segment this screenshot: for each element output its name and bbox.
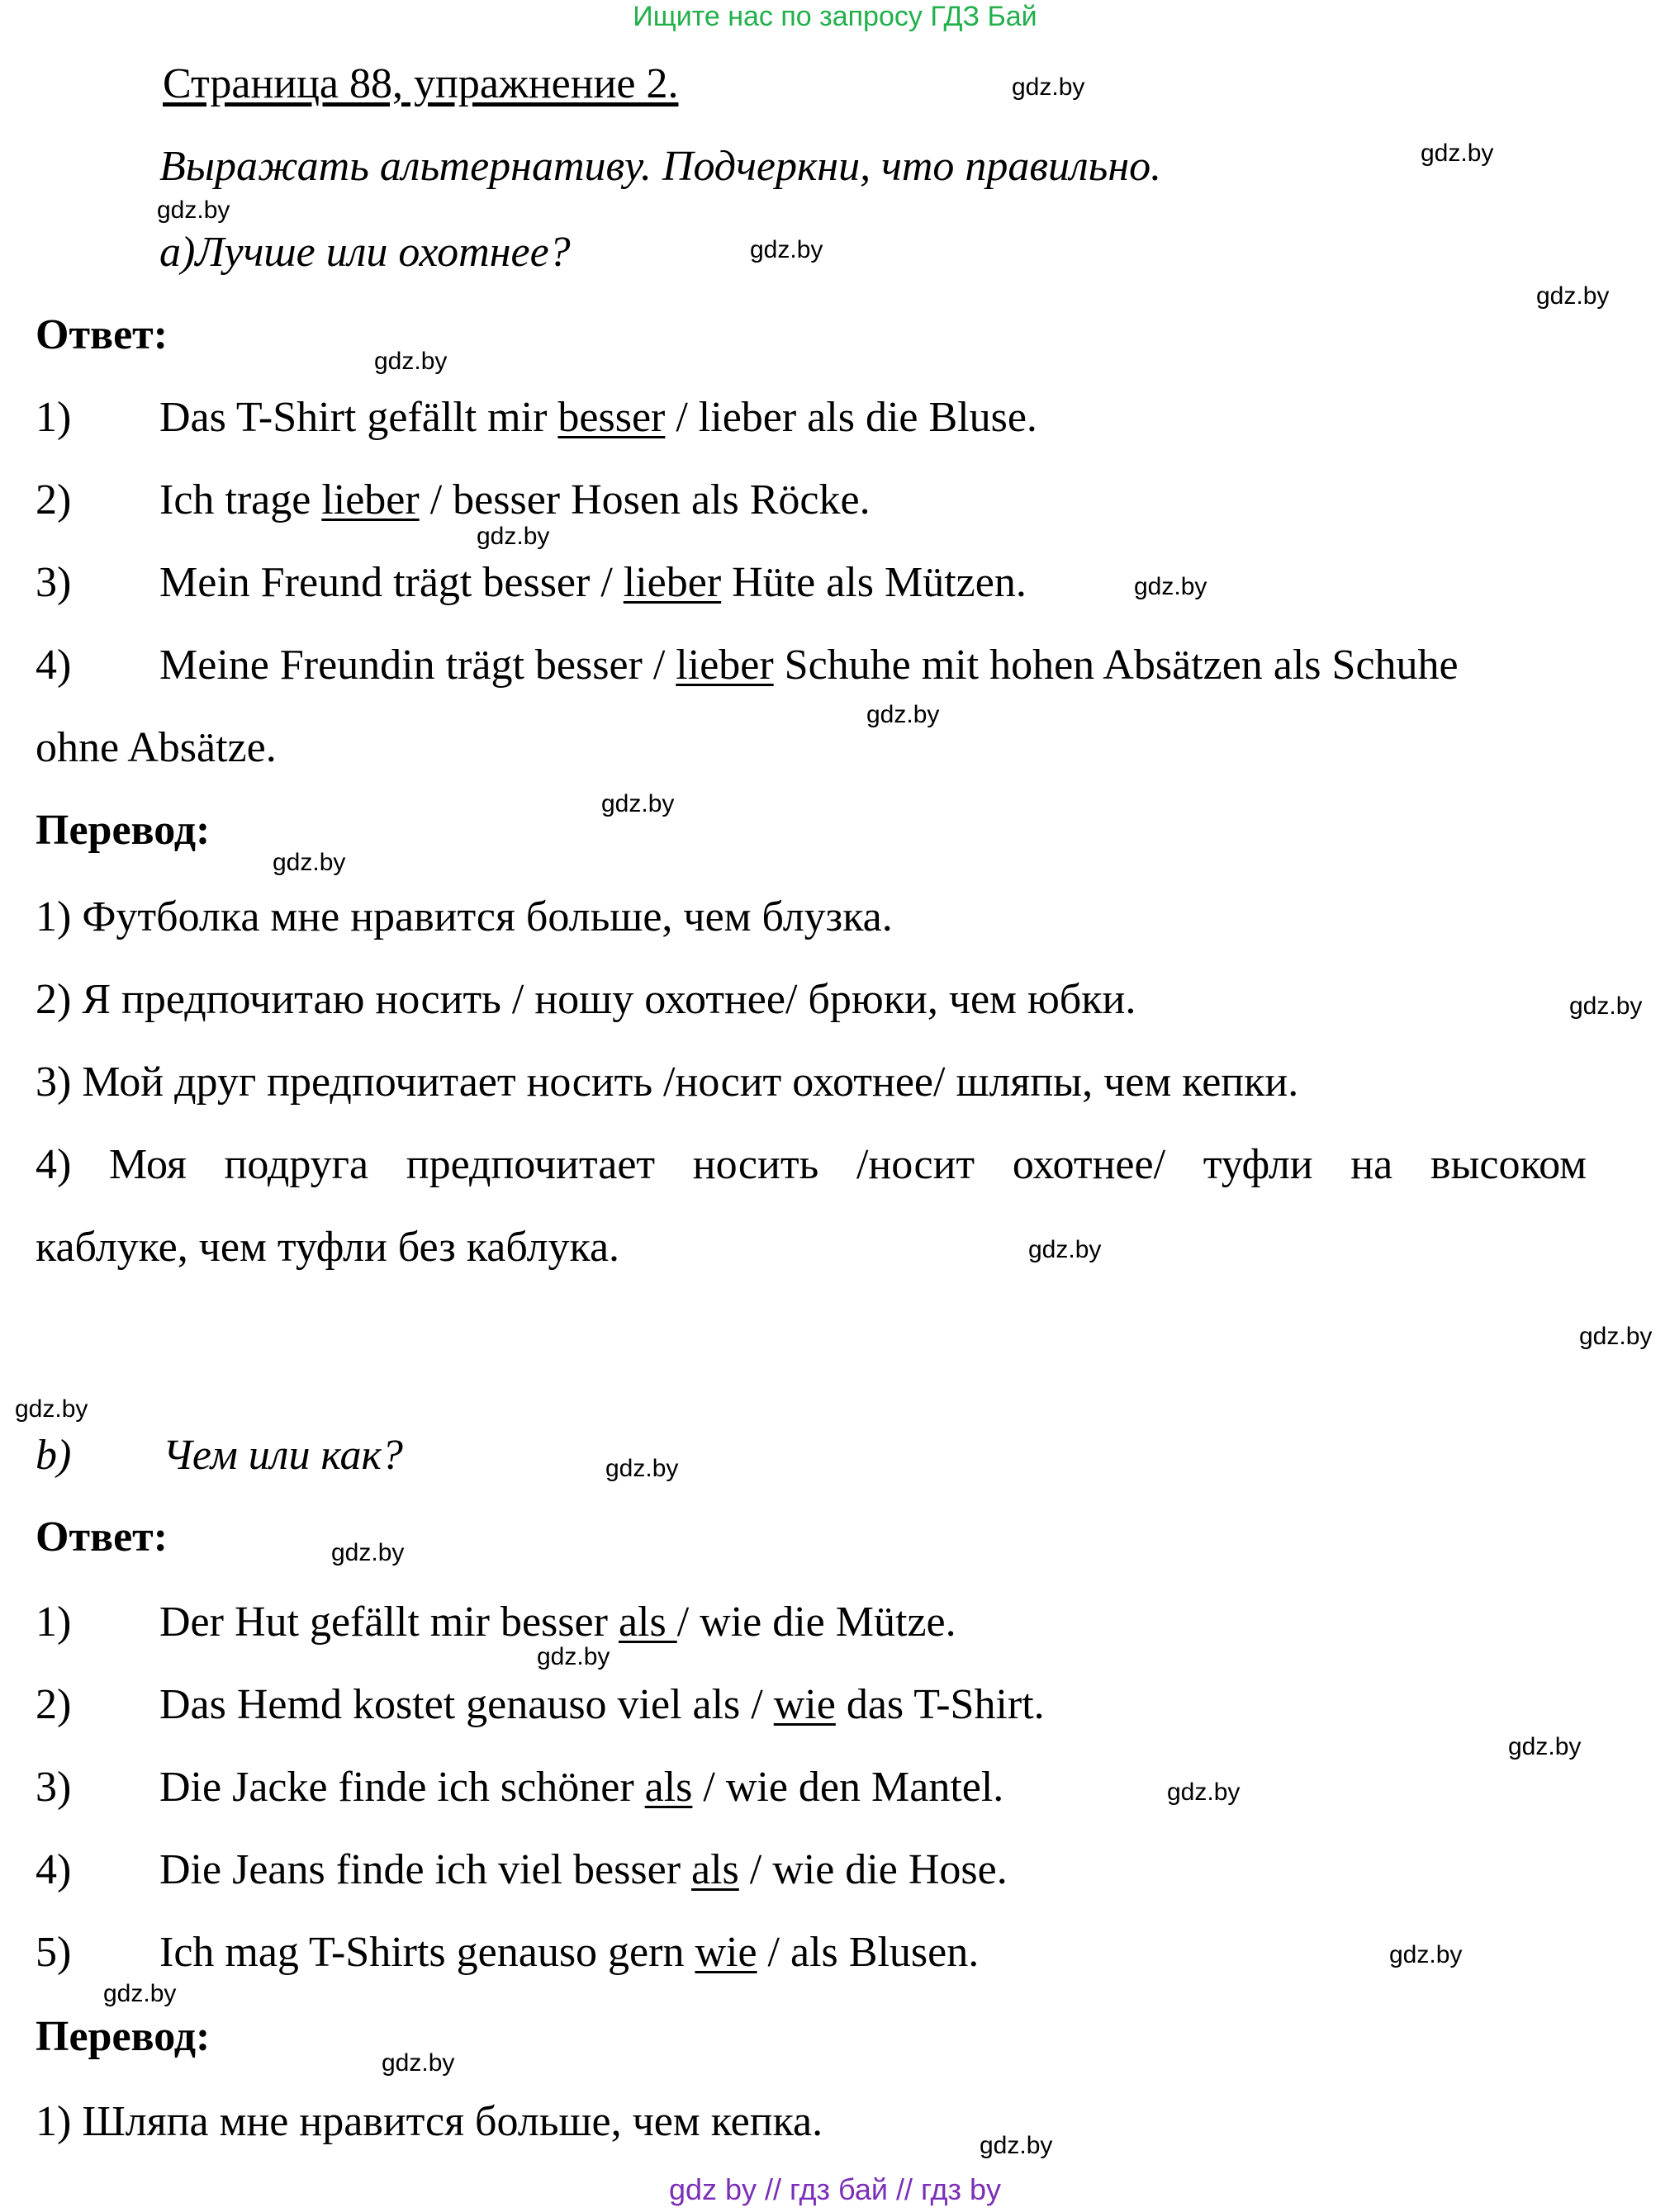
watermark: gdz.by — [157, 197, 230, 224]
part-a-translation-2: 2) Я предпочитаю носить / ношу охотнее/ брюки, чем юбки. — [36, 976, 1136, 1023]
translation-word: /носит — [856, 1141, 975, 1188]
part-a-title: а)Лучше или охотнее? — [159, 229, 571, 276]
part-b-answer-4 — [36, 1845, 1605, 1895]
watermark: gdz.by — [1569, 992, 1643, 1020]
underlined-choice: lieber — [623, 559, 722, 606]
part-a-answer-3 — [36, 558, 1605, 608]
part-a-answer-label: Ответ: — [36, 311, 168, 358]
answer-text: Die Jacke finde ich schöner als / wie den Mantel. — [159, 1764, 1004, 1811]
translation-word: 4) — [36, 1141, 72, 1188]
watermark: gdz.by — [1134, 573, 1207, 600]
answer-number: 1) — [36, 1599, 72, 1646]
part-a-translation-4 — [36, 1140, 1587, 1190]
answer-text: Mein Freund trägt besser / lieber Hüte als Mützen. — [159, 559, 1027, 606]
page-heading: Страница 88, упражнение 2. — [163, 60, 679, 107]
watermark: gdz.by — [15, 1395, 88, 1423]
watermark: gdz.by — [601, 790, 675, 817]
underlined-choice: lieber — [321, 476, 420, 523]
part-a-answer-2 — [36, 476, 1605, 525]
part-b-answer-3 — [36, 1763, 1605, 1812]
answer-text: Der Hut gefällt mir besser als / wie die Mütze. — [159, 1599, 956, 1646]
answer-number: 4) — [36, 1846, 72, 1893]
part-b-translation-label: Перевод: — [36, 2013, 211, 2060]
watermark: gdz.by — [1536, 282, 1610, 310]
watermark: gdz.by — [980, 2132, 1053, 2159]
watermark: gdz.by — [382, 2049, 455, 2077]
answer-text: Das Hemd kostet genauso viel als / wie das T-Shirt. — [159, 1681, 1045, 1728]
translation-word: предпочитает — [406, 1141, 656, 1188]
underlined-choice: als — [691, 1846, 739, 1893]
part-a-answer-4 — [36, 641, 1630, 690]
watermark: gdz.by — [1167, 1779, 1241, 1806]
watermark: gdz.by — [273, 849, 346, 876]
watermark: gdz.by — [1389, 1941, 1463, 1968]
watermark: gdz.by — [866, 701, 940, 728]
answer-text: Meine Freundin trägt besser / lieber Schuhe mit hohen Absätzen als Schuhe — [159, 642, 1459, 689]
translation-word: охотнее/ — [1012, 1141, 1166, 1188]
part-b-title: Чем или как? — [163, 1432, 403, 1479]
part-b-letter: b) — [36, 1432, 72, 1479]
answer-number: 3) — [36, 559, 72, 606]
translation-word: туфли — [1203, 1141, 1313, 1188]
underlined-choice: lieber — [676, 642, 774, 689]
translation-word: Моя — [109, 1141, 187, 1188]
top-banner: Ищите нас по запросу ГДЗ Бай — [633, 1, 1037, 32]
underlined-choice: als — [644, 1764, 693, 1811]
underlined-choice: besser — [557, 394, 666, 441]
translation-word: на — [1350, 1141, 1393, 1188]
watermark: gdz.by — [1508, 1733, 1582, 1760]
answer-number: 4) — [36, 642, 72, 689]
part-a-translation-3: 3) Мой друг предпочитает носить /носит охотнее/ шляпы, чем кепки. — [36, 1059, 1299, 1106]
part-b-translation-1: 1) Шляпа мне нравится больше, чем кепка. — [36, 2098, 823, 2145]
part-a-translation-label: Перевод: — [36, 807, 211, 854]
part-b-answer-2 — [36, 1680, 1605, 1730]
watermark: gdz.by — [331, 1539, 405, 1566]
watermark: gdz.by — [1028, 1236, 1102, 1263]
part-a-answer-4-continued: ohne Absätze. — [36, 724, 277, 771]
answer-number: 1) — [36, 394, 72, 441]
watermark: gdz.by — [1012, 73, 1085, 101]
underlined-choice: wie — [773, 1681, 836, 1728]
task-statement: Выражать альтернативу. Подчеркни, что правильно. — [159, 143, 1162, 190]
part-b-answer-5 — [36, 1928, 1605, 1978]
translation-word: высоком — [1430, 1141, 1587, 1188]
translation-word: носить — [692, 1141, 819, 1188]
part-a-translation-4-continued: каблуке, чем туфли без каблука. — [36, 1224, 620, 1271]
answer-text: Ich trage lieber / besser Hosen als Röcke. — [159, 476, 871, 523]
answer-number: 5) — [36, 1929, 72, 1976]
answer-text: Die Jeans finde ich viel besser als / wie die Hose. — [159, 1846, 1008, 1893]
answer-number: 3) — [36, 1764, 72, 1811]
watermark: gdz.by — [605, 1455, 679, 1482]
part-b-answer-1 — [36, 1598, 1605, 1647]
watermark: gdz.by — [103, 1980, 177, 2007]
watermark: gdz.by — [477, 523, 550, 550]
watermark: gdz.by — [374, 348, 448, 375]
bottom-banner: gdz by // гдз бай // гдз by — [668, 2172, 1002, 2206]
underlined-choice: als — [618, 1599, 677, 1646]
answer-number: 2) — [36, 476, 72, 523]
answer-number: 2) — [36, 1681, 72, 1728]
answer-text: Ich mag T-Shirts genauso gern wie / als Blusen. — [159, 1929, 980, 1976]
watermark: gdz.by — [750, 236, 823, 263]
part-b-answer-label: Ответ: — [36, 1513, 168, 1561]
watermark: gdz.by — [1421, 140, 1494, 167]
watermark: gdz.by — [537, 1643, 610, 1670]
answer-text: Das T-Shirt gefällt mir besser / lieber als die Bluse. — [159, 394, 1037, 441]
part-a-answer-1 — [36, 393, 1605, 443]
underlined-choice: wie — [695, 1929, 757, 1976]
part-a-translation-1: 1) Футболка мне нравится больше, чем блузка. — [36, 893, 893, 940]
translation-word: подруга — [224, 1141, 369, 1188]
watermark: gdz.by — [1579, 1323, 1653, 1350]
